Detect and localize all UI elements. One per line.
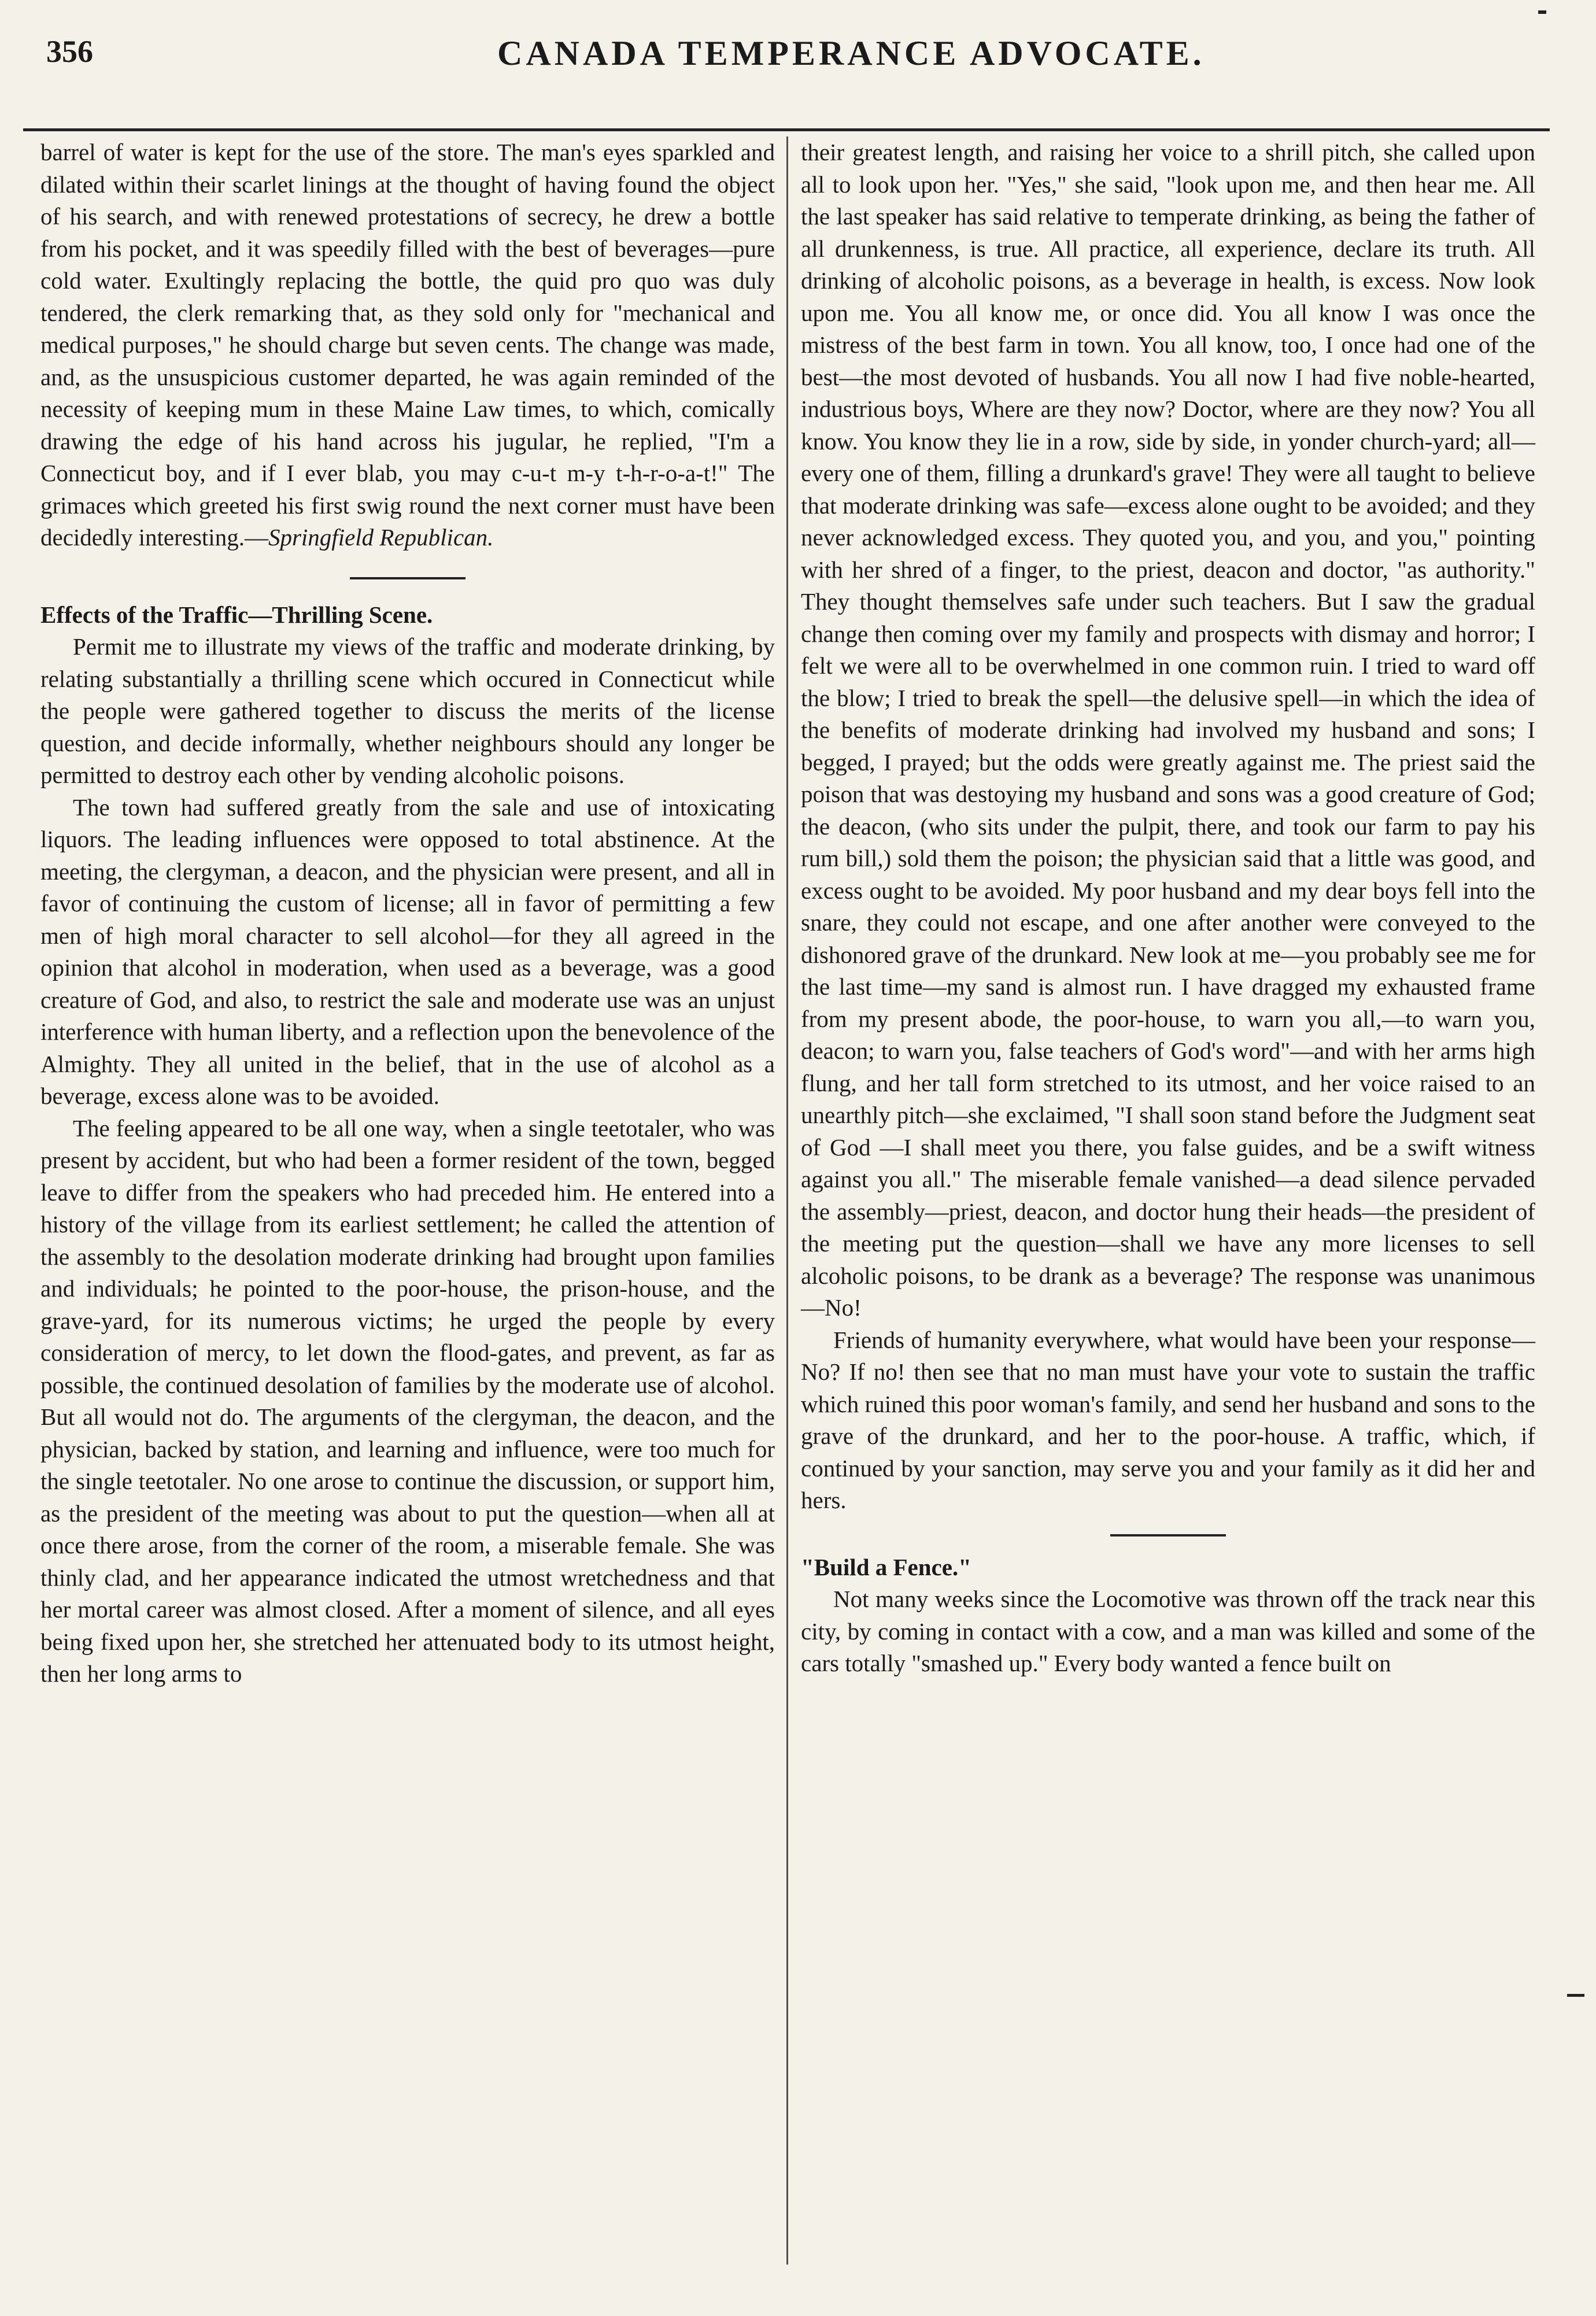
- left-column: [40, 136, 775, 1690]
- running-title: CANADA TEMPERANCE ADVOCATE.: [497, 34, 1205, 72]
- continued-text: [40, 136, 775, 554]
- column-divider: [786, 136, 788, 2265]
- continuation-text: barrel of water is kept for the use of the store. The man's eyes sparkled and dilated within their scarlet linings at the thought of having found the object of his search, and with renewed protestations of secrecy, he drew a bottle from his pocket, and it was speedily filled with the best of beverages—pure cold water. Exultingly replacing the bottle, the quid pro quo was duly tendered, the clerk remarking that, as they sold only for "mechanical and medical purposes," he should charge but seven cents. The change was made, and, as the unsuspicious customer departed, he was again reminded of the necessity of keeping mum in these Maine Law times, to which, comically drawing the edge of his hand across his jugular, he replied, "I'm a Connecticut boy, and if I ever blab, you may c-u-t m-y t-h-r-o-a-t!" The grimaces which greeted his first swig round the next corner must have been decidedly interesting.—: [40, 139, 775, 551]
- article-paragraph: The feeling appeared to be all one way, when a single teetotaler, who was present by accident, but who had been a former resident of the town, begged leave to differ from the speakers who had preceded him. He entered into a history of the village from its earliest settlement; he called the attention of the assembly to the desolation moderate drinking had brought upon families and individuals; he pointed to the poor-house, the prison-house, and the grave-yard, for its numerous victims; he urged the people by every consideration of mercy, to let down the flood-gates, and prevent, as far as possible, the continued desolation of families by the moderate use of alcohol. But all would not do. The arguments of the clergyman, the deacon, and the physician, backed by station, and learning and influence, were too much for the single teetotaler. No one arose to continue the discussion, or support him, as the president of the meeting was about to put the question—when all at once there arose, from the corner of the room, a miserable female. She was thinly clad, and her appearance indicated the utmost wretchedness and that her mortal career was almost closed. After a moment of silence, and all eyes being fixed upon her, she stretched her attenuated body to its utmost height, then her long arms to: [40, 1114, 775, 1687]
- article-paragraph: Not many weeks since the Locomotive was thrown off the track near this city, by coming in contact with a cow, and a man was killed and some of the cars totally "smashed up." Every body wanted a fence built on: [801, 1586, 1535, 1676]
- article-paragraph: their greatest length, and raising her voice to a shrill pitch, she called upon all to look upon her. "Yes," she said, "look upon me, and then hear me. All the last speaker has said relative to temperate drinking, as being the father of all drunkenness, is true. All practice, all experience, declare its truth. All drinking of alcoholic poisons, as a beverage in health, is excess. Now look upon me. You all know me, or once did. You all know I was once the mistress of the best farm in town. You all know, too, I once had one of the best—the most devoted of husbands. You all now I had five noble-hearted, industrious boys, Where are they now? Doctor, where are they now? You all know. You know they lie in a row, side by side, in yonder church-yard; all—every one of them, filling a drunkard's grave! They were all taught to believe that moderate drinking was safe—excess alone ought to be avoided; and they never acknowledged excess. They quoted you, and you, and you," pointing with her shred of a finger, to the priest, deacon and doctor, "as authority." They thought themselves safe under such teachers. But I saw the gradual change then coming over my family and prospects with dismay and horror; I felt we were all to be overwhelmed in one common ruin. I tried to ward off the blow; I tried to break the spell—the delusive spell—in which the idea of the benefits of moderate drinking had involved my husband and sons; I begged, I prayed; but the odds were greatly against me. The priest said the poison that was destoying my husband and sons was a good creature of God; the deacon, (who sits under the pulpit, there, and took our farm to pay his rum bill,) sold them the poison; the physician said that a little was good, and excess ought to be avoided. My poor husband and my dear boys fell into the snare, they could not escape, and one after another were conveyed to the dishonored grave of the drunkard. New look at me—you probably see me for the last time—my sand is almost run. I have dragged my exhausted frame from my present abode, the poor-house, to warn you all,—to warn you, deacon; to warn you, false teachers of God's word"—and with her arms high flung, and her tall form stretched to its utmost, and her voice raised to an unearthly pitch—she exclaimed, "I shall soon stand before the Judgment seat of God —I shall meet you there, you false guides, and be a swift witness against you all." The miserable female vanished—a dead silence pervaded the assembly—priest, deacon, and doctor hung their heads—the president of the meeting put the question—shall we have any more licenses to sell alcoholic poisons, to be drank as a beverage? The response was unanimous—No!: [801, 139, 1535, 1321]
- page-number: 356: [46, 34, 93, 69]
- source-credit: Springfield Republican.: [268, 524, 494, 551]
- article-title: "Build a Fence.": [801, 1553, 971, 1580]
- article-paragraph: Friends of humanity everywhere, what would have been your response—No? If no! then see that no man must have your vote to sustain the traffic which ruined this poor woman's family, and send her husband and sons to the grave of the drunkard, and her to the poor-house. A traffic, which, if continued by your sanction, may serve you and your family as it did her and hers.: [801, 1326, 1535, 1513]
- corner-mark: [1538, 10, 1546, 14]
- article-title: Effects of the Traffic—Thrilling Scene.: [40, 601, 433, 628]
- article-paragraph: The town had suffered greatly from the sale and use of intoxicating liquors. The leading influences were opposed to total abstinence. At the meeting, the clergyman, a deacon, and the physician were present, and all in favor of continuing the custom of license; all in favor of permitting a few men of high moral character to sell alcohol—for they all agreed in the opinion that alcohol in moderation, when used as a beverage, was a good creature of God, and also, to restrict the sale and moderate use was an unjust interference with human liberty, and a reflection upon the benevolence of the Almighty. They all united in the belief, that in the use of alcohol as a beverage, excess alone was to be avoided.: [40, 793, 775, 1109]
- header-rule: [23, 128, 1550, 131]
- margin-mark: [1567, 1994, 1584, 1997]
- right-column: [801, 136, 1535, 1680]
- article-paragraph: Permit me to illustrate my views of the traffic and moderate drinking, by relating substantially a thrilling scene which occured in Connecticut while the people were gathered together to discuss the merits of the license question, and decide informally, whether neighbours should any longer be permitted to destroy each other by vending alcoholic poisons.: [40, 633, 775, 788]
